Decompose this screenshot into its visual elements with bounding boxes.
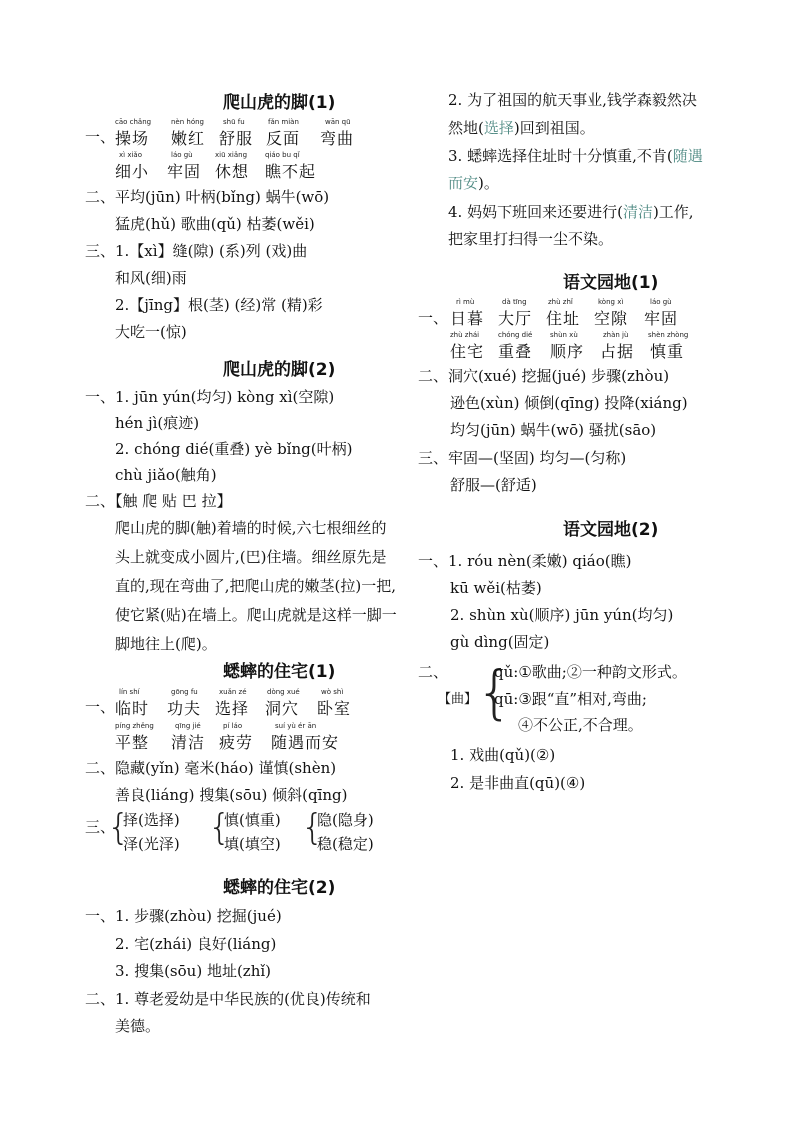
- answer-text: 而安: [448, 174, 479, 192]
- pinyin: gōng fu: [171, 688, 198, 696]
- brace-icon: {: [208, 807, 231, 848]
- word: 疲劳: [219, 733, 254, 752]
- answer-line: 三、1.【xì】缝(隙) (系)列 (戏)曲: [85, 242, 308, 260]
- fill-in-paragraph: 爬山虎的脚(触)着墙的时候,六七根细丝的头上就变成小圆片,(巴)住墙。细丝原先是直的,现在弯曲了,把爬山虎的嫩茎(拉)一把,使它紧(贴)在墙上。爬山虎就是这样一脚一脚地往上(爬)。: [115, 519, 397, 653]
- word: 细小: [115, 162, 150, 181]
- word: 清洁: [171, 733, 206, 752]
- word: 住址: [546, 309, 581, 328]
- word: 牢固: [644, 309, 679, 328]
- answer-line: 二、1. 尊老爱幼是中华民族的(优良)传统和: [85, 990, 371, 1008]
- word: 操场: [115, 129, 150, 148]
- answer-line: 填(填空): [224, 835, 281, 853]
- answer-line: [448, 201, 694, 223]
- answer-line: 二、平均(jūn) 叶柄(bǐng) 蜗牛(wō): [85, 188, 330, 206]
- word: 日暮: [450, 309, 485, 328]
- pinyin: zhù zhǐ: [548, 298, 573, 306]
- answer-line: chù jiǎo(触角): [115, 466, 217, 484]
- answer-line: 大吃一(惊): [115, 323, 187, 341]
- text: )回到祖国。: [513, 119, 595, 137]
- section-title: 语文园地(1): [563, 273, 659, 293]
- answer-line: 一、1. jūn yún(均匀) kòng xì(空隙): [85, 388, 335, 406]
- word: 卧室: [317, 699, 352, 718]
- section-title: 蟋蟀的住宅(2): [223, 878, 336, 898]
- answer-line: 把家里打扫得一尘不染。: [448, 230, 614, 248]
- answer-line: [448, 145, 703, 167]
- pinyin: láo gù: [650, 298, 672, 306]
- meaning-line: qū:③跟“直”相对,弯曲;: [494, 690, 647, 708]
- pinyin: xì xiǎo: [119, 151, 142, 159]
- answer-text: 选择: [483, 119, 514, 137]
- word: 慎重: [650, 342, 685, 361]
- brace-icon: {: [301, 807, 324, 848]
- question-label: 一、: [85, 128, 116, 146]
- answer-line: gù dìng(固定): [450, 633, 550, 651]
- pinyin: zhàn jù: [603, 331, 629, 339]
- answer-line: 逊色(xùn) 倾倒(qīng) 投降(xiáng): [450, 394, 688, 412]
- pinyin: rì mù: [456, 298, 475, 306]
- answer-line: 1. 戏曲(qǔ)(②): [450, 746, 556, 764]
- character-bracket: 【曲】: [438, 692, 478, 707]
- text: )工作,: [652, 203, 694, 221]
- pinyin: dà tīng: [502, 298, 527, 306]
- word: 弯曲: [320, 129, 355, 148]
- text: 3. 蟋蟀选择住址时十分慎重,不肯(: [448, 147, 673, 165]
- pinyin: xiū xiǎng: [215, 151, 248, 159]
- question-label: 三、: [85, 818, 116, 836]
- answer-line: 善良(liáng) 搜集(sōu) 倾斜(qīng): [115, 786, 348, 804]
- answer-line: [448, 172, 499, 194]
- answer-line: 一、1. 步骤(zhòu) 挖掘(jué): [85, 907, 282, 925]
- pinyin: nèn hóng: [171, 118, 205, 126]
- word: 嫩红: [171, 129, 206, 148]
- pinyin: píng zhěng: [115, 722, 154, 730]
- word: 重叠: [498, 342, 533, 361]
- answer-line: hén jì(痕迹): [115, 414, 200, 432]
- answer-line: 泽(光泽): [123, 835, 180, 853]
- word: 随遇而安: [271, 733, 340, 752]
- section-title: 爬山虎的脚(1): [223, 93, 336, 113]
- answer-line: 2. 宅(zhái) 良好(liáng): [115, 935, 277, 953]
- question-label: 一、: [85, 698, 116, 716]
- word: 舒服: [219, 129, 254, 148]
- answer-line: 二、洞穴(xué) 挖掘(jué) 步骤(zhòu): [418, 367, 670, 385]
- brace-icon: {: [107, 807, 130, 848]
- answer-line: 二、【触 爬 贴 巴 拉】: [85, 492, 232, 510]
- word: 选择: [215, 699, 250, 718]
- pinyin: cāo chǎng: [115, 118, 152, 126]
- pinyin: wò shì: [321, 688, 344, 696]
- word: 住宅: [450, 342, 485, 361]
- word: 临时: [115, 699, 150, 718]
- pinyin: dòng xué: [267, 688, 300, 696]
- meaning-line: qǔ:①歌曲;②一种韵文形式。: [494, 663, 687, 681]
- word: 大厅: [498, 309, 533, 328]
- answer-line: 择(选择): [123, 811, 180, 829]
- word: 空隙: [594, 309, 629, 328]
- word: 顺序: [550, 342, 585, 361]
- answer-line: [448, 117, 595, 139]
- word: 休想: [215, 162, 250, 181]
- meaning-line: ④不公正,不合理。: [518, 716, 643, 734]
- answer-line: kū wěi(枯萎): [450, 579, 542, 597]
- answer-line: 2. 是非曲直(qū)(④): [450, 774, 586, 792]
- word: 牢固: [167, 162, 202, 181]
- pinyin: shùn xù: [550, 331, 578, 339]
- answer-line: 猛虎(hǔ) 歌曲(qǔ) 枯萎(wěi): [115, 215, 315, 233]
- pinyin: chóng dié: [498, 331, 533, 339]
- answer-line: 和风(细)雨: [115, 269, 187, 287]
- answer-line: 三、牢固—(坚固) 均匀—(匀称): [418, 449, 627, 467]
- pinyin: pí láo: [223, 722, 243, 730]
- text: 然地(: [448, 119, 484, 137]
- word: 平整: [115, 733, 150, 752]
- pinyin: qīng jié: [175, 722, 201, 730]
- text: )。: [478, 174, 499, 192]
- pinyin: wān qū: [325, 118, 351, 126]
- pinyin: zhù zhái: [450, 331, 480, 339]
- pinyin: shū fu: [223, 118, 245, 126]
- pinyin: fǎn miàn: [268, 118, 299, 126]
- word: 瞧不起: [265, 162, 317, 181]
- word: 洞穴: [265, 699, 300, 718]
- answer-line: 2. chóng dié(重叠) yè bǐng(叶柄): [115, 440, 353, 458]
- answer-line: 美德。: [115, 1017, 161, 1035]
- text: 4. 妈妈下班回来还要进行(: [448, 203, 623, 221]
- answer-text: 随遇: [672, 147, 703, 165]
- section-title: 蟋蟀的住宅(1): [223, 662, 336, 682]
- answer-line: 2. 为了祖国的航天事业,钱学森毅然决: [448, 91, 697, 109]
- question-label: 一、: [418, 309, 449, 327]
- section-title: 爬山虎的脚(2): [223, 360, 336, 380]
- answer-line: 2. shùn xù(顺序) jūn yún(均匀): [450, 606, 674, 624]
- word: 反面: [266, 129, 301, 148]
- question-label: 二、: [418, 663, 449, 681]
- pinyin: xuǎn zé: [219, 688, 247, 696]
- answer-line: 二、隐藏(yǐn) 毫米(háo) 谨慎(shèn): [85, 759, 337, 777]
- pinyin: kòng xì: [598, 298, 624, 306]
- brace-icon: {: [476, 658, 513, 726]
- answer-text: 清洁: [622, 203, 653, 221]
- answer-line: 稳(稳定): [317, 835, 374, 853]
- pinyin: suí yù ér ān: [275, 722, 317, 730]
- word: 功夫: [167, 699, 202, 718]
- answer-line: 3. 搜集(sōu) 地址(zhǐ): [115, 962, 272, 980]
- section-title: 语文园地(2): [563, 520, 659, 540]
- answer-line: 隐(隐身): [317, 811, 374, 829]
- answer-line: 均匀(jūn) 蜗牛(wō) 骚扰(sāo): [450, 421, 657, 439]
- pinyin: qiáo bu qǐ: [265, 151, 300, 159]
- answer-line: 2.【jīng】根(茎) (经)常 (精)彩: [115, 296, 323, 314]
- pinyin: láo gù: [171, 151, 193, 159]
- answer-line: 一、1. róu nèn(柔嫩) qiáo(瞧): [418, 552, 632, 570]
- pinyin: lín shí: [119, 688, 140, 696]
- answer-line: 舒服—(舒适): [450, 476, 537, 494]
- pinyin: shèn zhòng: [648, 331, 689, 339]
- answer-line: 慎(慎重): [224, 811, 281, 829]
- word: 占据: [600, 342, 635, 361]
